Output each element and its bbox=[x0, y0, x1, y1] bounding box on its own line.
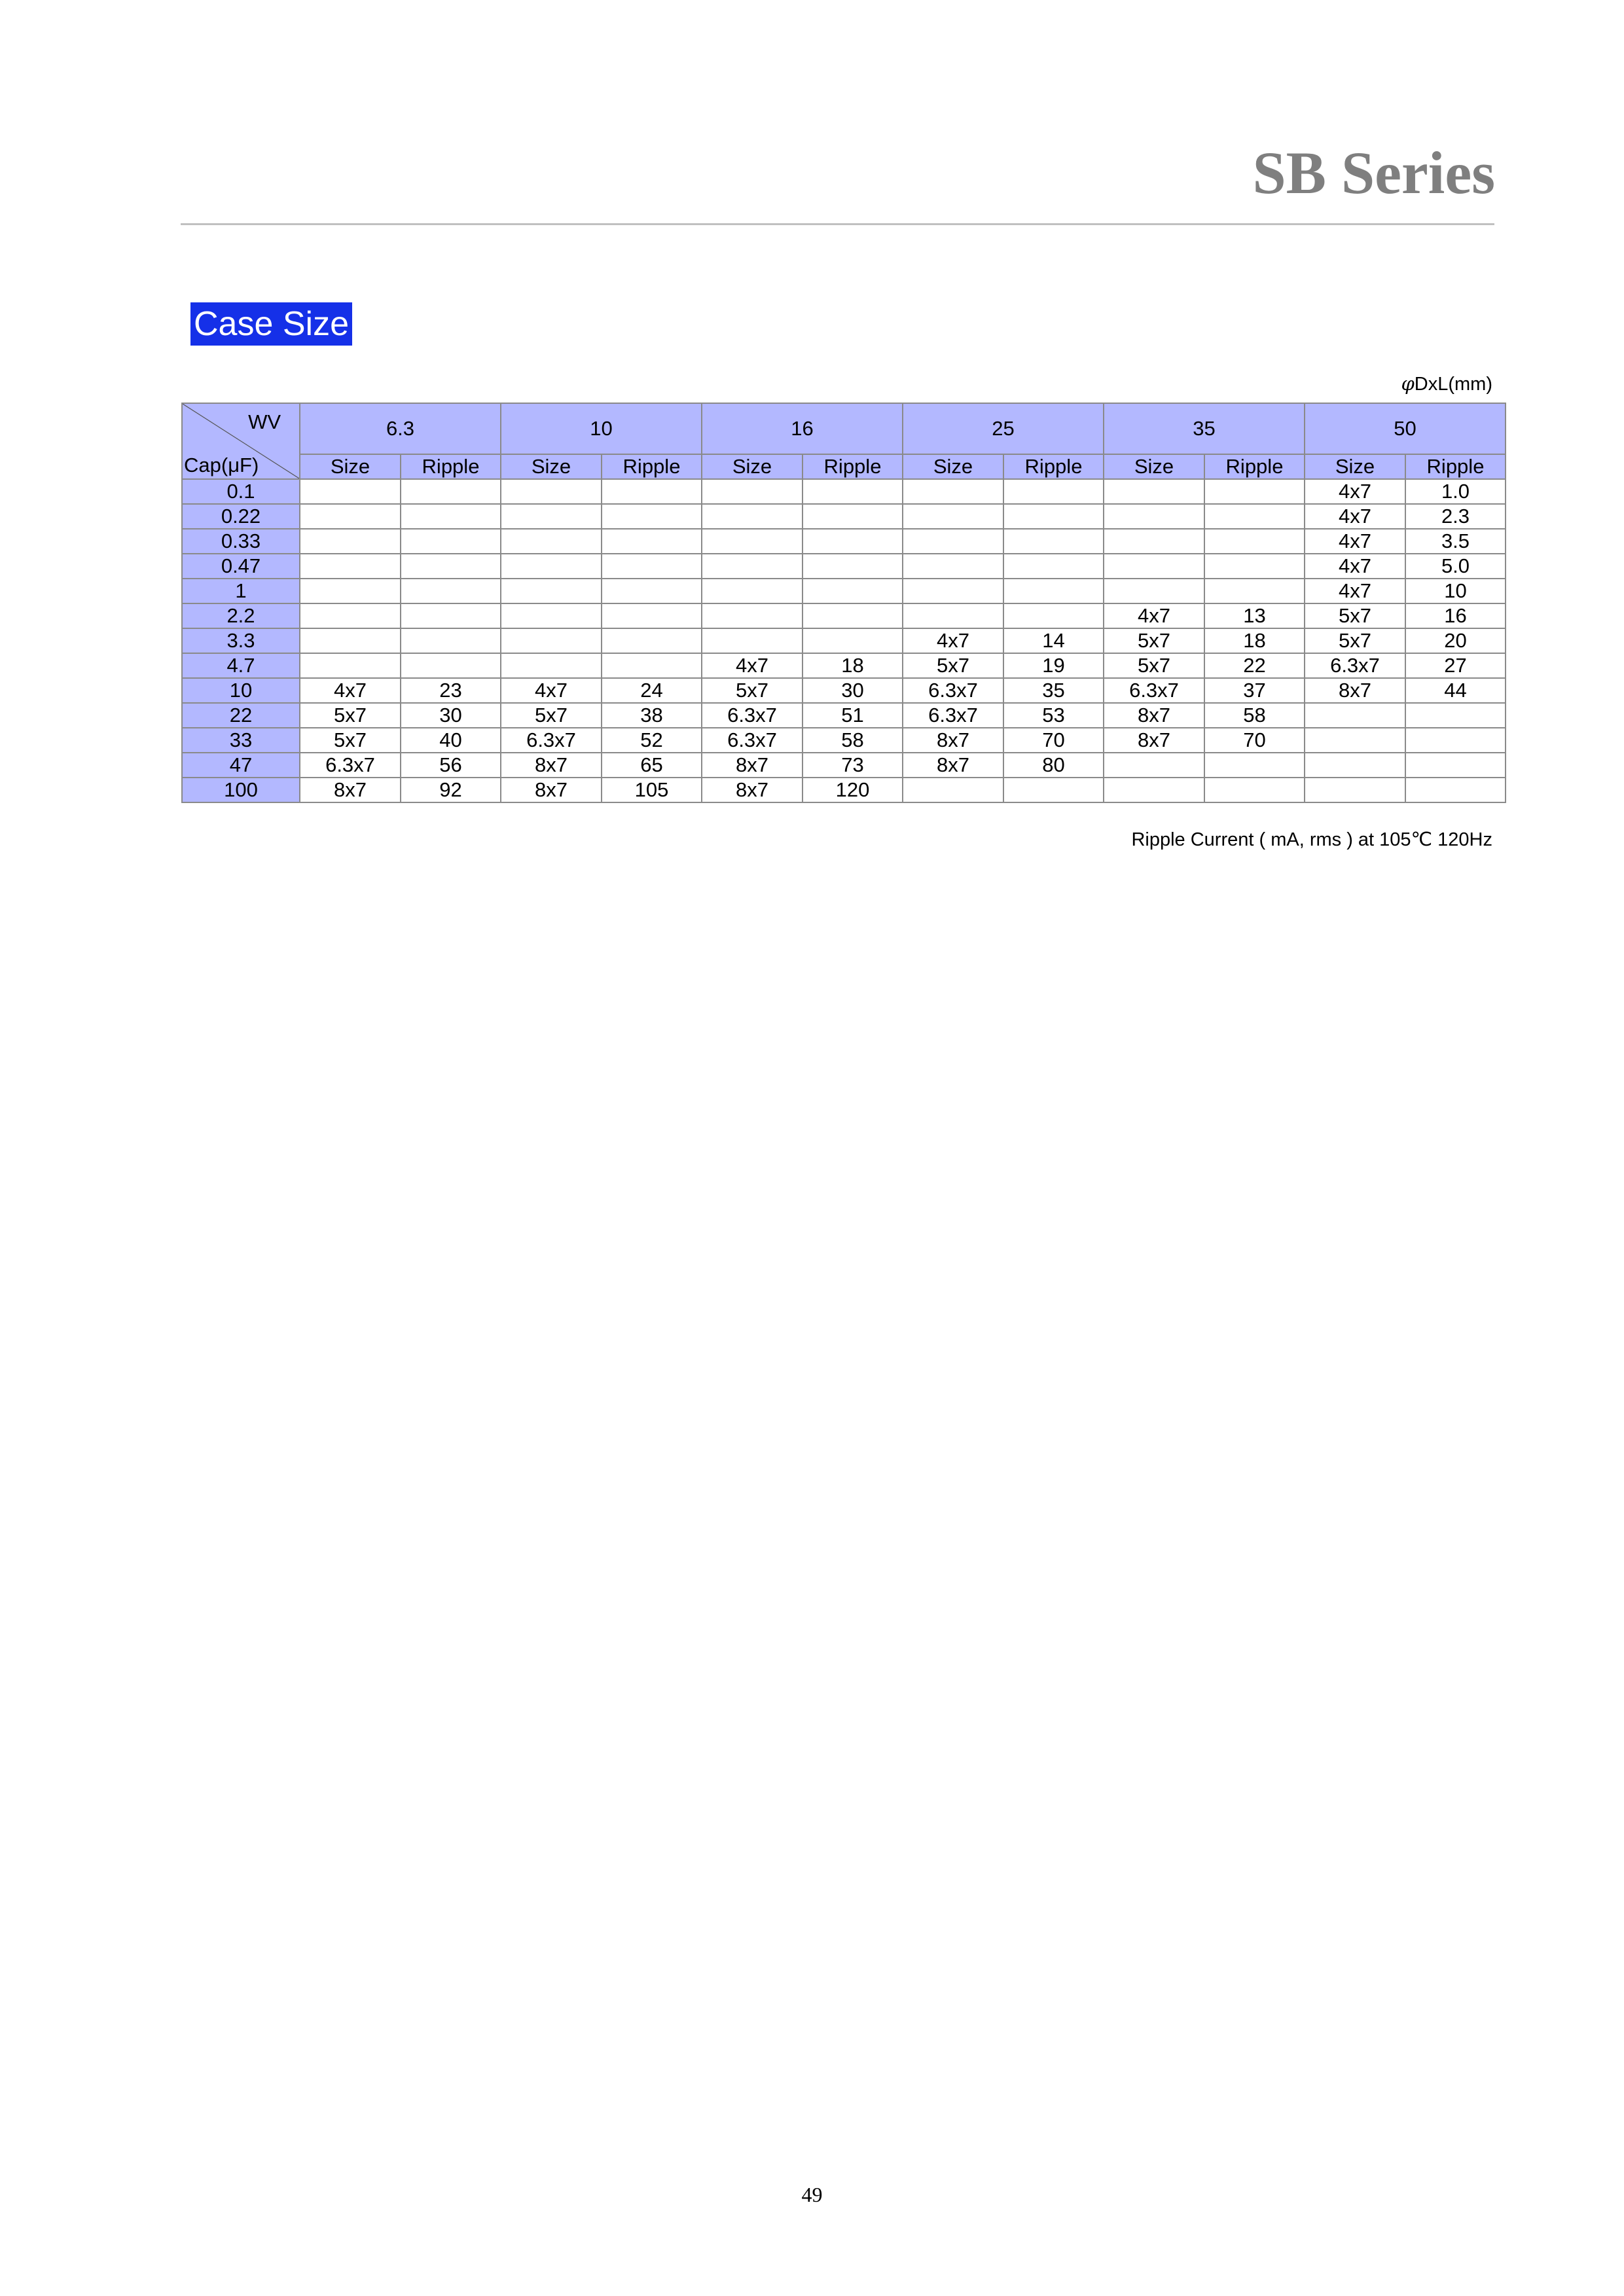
ripple-cell: 18 bbox=[803, 653, 903, 678]
ripple-cell: 35 bbox=[1003, 678, 1104, 703]
ripple-cell bbox=[602, 504, 702, 529]
size-cell: 4x7 bbox=[501, 678, 602, 703]
voltage-header: 35 bbox=[1104, 403, 1305, 454]
size-cell bbox=[1104, 504, 1204, 529]
size-cell: 6.3x7 bbox=[501, 728, 602, 753]
size-cell: 5x7 bbox=[702, 678, 803, 703]
ripple-cell bbox=[1003, 479, 1104, 504]
capacitance-cell: 22 bbox=[182, 703, 300, 728]
size-cell bbox=[1305, 728, 1405, 753]
size-cell: 4x7 bbox=[702, 653, 803, 678]
ripple-cell bbox=[401, 554, 501, 579]
ripple-cell: 2.3 bbox=[1405, 504, 1506, 529]
voltage-header: 6.3 bbox=[300, 403, 501, 454]
ripple-cell: 51 bbox=[803, 703, 903, 728]
voltage-header: 10 bbox=[501, 403, 702, 454]
table-row bbox=[182, 504, 1506, 529]
ripple-cell bbox=[401, 579, 501, 603]
size-cell: 5x7 bbox=[1104, 628, 1204, 653]
capacitance-cell: 0.47 bbox=[182, 554, 300, 579]
size-cell bbox=[702, 603, 803, 628]
ripple-cell: 24 bbox=[602, 678, 702, 703]
ripple-cell bbox=[803, 579, 903, 603]
ripple-cell: 53 bbox=[1003, 703, 1104, 728]
voltage-header: 50 bbox=[1305, 403, 1506, 454]
ripple-header: Ripple bbox=[401, 454, 501, 479]
ripple-cell: 52 bbox=[602, 728, 702, 753]
ripple-cell: 30 bbox=[401, 703, 501, 728]
case-size-table bbox=[181, 403, 1506, 803]
size-cell bbox=[702, 529, 803, 554]
ripple-header: Ripple bbox=[602, 454, 702, 479]
table-row bbox=[182, 554, 1506, 579]
capacitance-cell: 2.2 bbox=[182, 603, 300, 628]
ripple-cell bbox=[1003, 603, 1104, 628]
units-text: DxL(mm) bbox=[1414, 374, 1492, 395]
size-cell bbox=[300, 479, 401, 504]
ripple-cell bbox=[1204, 579, 1305, 603]
size-cell bbox=[300, 628, 401, 653]
ripple-cell: 38 bbox=[602, 703, 702, 728]
size-cell bbox=[903, 529, 1003, 554]
size-cell: 4x7 bbox=[1305, 579, 1405, 603]
ripple-cell bbox=[1204, 479, 1305, 504]
ripple-cell: 37 bbox=[1204, 678, 1305, 703]
size-cell bbox=[1104, 554, 1204, 579]
ripple-cell: 19 bbox=[1003, 653, 1104, 678]
size-cell: 4x7 bbox=[903, 628, 1003, 653]
ripple-cell bbox=[602, 653, 702, 678]
ripple-cell bbox=[1003, 778, 1104, 802]
table-row bbox=[182, 628, 1506, 653]
size-cell bbox=[1104, 778, 1204, 802]
size-cell bbox=[702, 479, 803, 504]
ripple-current-note: Ripple Current ( mA, rms ) at 105℃ 120Hz bbox=[1131, 829, 1492, 850]
ripple-cell bbox=[1003, 504, 1104, 529]
ripple-cell: 70 bbox=[1003, 728, 1104, 753]
size-cell: 5x7 bbox=[1104, 653, 1204, 678]
ripple-cell bbox=[803, 479, 903, 504]
size-cell bbox=[903, 579, 1003, 603]
ripple-cell bbox=[602, 529, 702, 554]
ripple-cell: 80 bbox=[1003, 753, 1104, 778]
size-cell: 8x7 bbox=[501, 778, 602, 802]
table-row bbox=[182, 653, 1506, 678]
ripple-cell: 40 bbox=[401, 728, 501, 753]
corner-header-cell bbox=[182, 403, 300, 479]
table-row bbox=[182, 703, 1506, 728]
size-cell bbox=[501, 628, 602, 653]
section-label: Case Size bbox=[190, 302, 352, 346]
size-cell bbox=[300, 653, 401, 678]
ripple-cell bbox=[1204, 504, 1305, 529]
size-cell bbox=[1104, 529, 1204, 554]
ripple-cell: 56 bbox=[401, 753, 501, 778]
ripple-header: Ripple bbox=[1003, 454, 1104, 479]
table-row bbox=[182, 529, 1506, 554]
ripple-header: Ripple bbox=[1405, 454, 1506, 479]
ripple-cell: 23 bbox=[401, 678, 501, 703]
capacitance-cell: 0.1 bbox=[182, 479, 300, 504]
corner-wv-label: WV bbox=[248, 410, 281, 433]
ripple-header: Ripple bbox=[1204, 454, 1305, 479]
size-header: Size bbox=[1305, 454, 1405, 479]
ripple-cell bbox=[1405, 703, 1506, 728]
ripple-cell bbox=[1405, 778, 1506, 802]
ripple-cell bbox=[1204, 529, 1305, 554]
size-header: Size bbox=[702, 454, 803, 479]
size-cell: 8x7 bbox=[501, 753, 602, 778]
size-cell: 8x7 bbox=[702, 753, 803, 778]
capacitance-cell: 0.33 bbox=[182, 529, 300, 554]
ripple-cell bbox=[1003, 529, 1104, 554]
size-cell bbox=[501, 554, 602, 579]
size-cell: 5x7 bbox=[300, 728, 401, 753]
size-cell bbox=[702, 554, 803, 579]
ripple-cell: 65 bbox=[602, 753, 702, 778]
size-cell bbox=[1305, 703, 1405, 728]
size-cell bbox=[702, 628, 803, 653]
units-note bbox=[1401, 372, 1492, 396]
capacitance-cell: 3.3 bbox=[182, 628, 300, 653]
size-cell: 8x7 bbox=[1104, 728, 1204, 753]
capacitance-cell: 100 bbox=[182, 778, 300, 802]
size-cell bbox=[1305, 753, 1405, 778]
size-cell bbox=[501, 504, 602, 529]
ripple-cell bbox=[1405, 753, 1506, 778]
size-cell: 6.3x7 bbox=[702, 703, 803, 728]
ripple-cell bbox=[401, 603, 501, 628]
corner-cap-label: Cap(μF) bbox=[184, 454, 259, 476]
ripple-cell bbox=[1204, 554, 1305, 579]
size-cell bbox=[501, 579, 602, 603]
ripple-cell bbox=[401, 479, 501, 504]
ripple-cell: 27 bbox=[1405, 653, 1506, 678]
ripple-cell: 14 bbox=[1003, 628, 1104, 653]
ripple-cell bbox=[1003, 554, 1104, 579]
table-row bbox=[182, 728, 1506, 753]
voltage-header-row bbox=[182, 403, 1506, 454]
ripple-cell: 44 bbox=[1405, 678, 1506, 703]
ripple-cell bbox=[401, 653, 501, 678]
size-cell: 5x7 bbox=[300, 703, 401, 728]
ripple-cell bbox=[602, 554, 702, 579]
size-header: Size bbox=[300, 454, 401, 479]
ripple-cell: 3.5 bbox=[1405, 529, 1506, 554]
size-cell: 5x7 bbox=[1305, 628, 1405, 653]
size-cell: 6.3x7 bbox=[903, 703, 1003, 728]
size-cell bbox=[1104, 753, 1204, 778]
size-cell bbox=[903, 504, 1003, 529]
ripple-header: Ripple bbox=[803, 454, 903, 479]
size-header: Size bbox=[1104, 454, 1204, 479]
ripple-cell: 13 bbox=[1204, 603, 1305, 628]
size-cell: 5x7 bbox=[501, 703, 602, 728]
ripple-cell bbox=[1204, 778, 1305, 802]
ripple-cell: 22 bbox=[1204, 653, 1305, 678]
size-cell bbox=[903, 554, 1003, 579]
size-cell bbox=[501, 529, 602, 554]
ripple-cell: 10 bbox=[1405, 579, 1506, 603]
size-cell bbox=[1104, 579, 1204, 603]
table-row bbox=[182, 479, 1506, 504]
size-cell bbox=[501, 479, 602, 504]
capacitance-cell: 0.22 bbox=[182, 504, 300, 529]
ripple-cell bbox=[1405, 728, 1506, 753]
size-cell bbox=[1104, 479, 1204, 504]
ripple-cell: 20 bbox=[1405, 628, 1506, 653]
size-cell: 4x7 bbox=[1305, 479, 1405, 504]
size-cell: 4x7 bbox=[300, 678, 401, 703]
size-cell: 6.3x7 bbox=[300, 753, 401, 778]
ripple-cell: 120 bbox=[803, 778, 903, 802]
ripple-cell bbox=[1003, 579, 1104, 603]
capacitance-cell: 10 bbox=[182, 678, 300, 703]
table-row bbox=[182, 603, 1506, 628]
ripple-cell bbox=[803, 603, 903, 628]
phi-symbol: φ bbox=[1401, 372, 1415, 395]
ripple-cell: 18 bbox=[1204, 628, 1305, 653]
size-cell: 4x7 bbox=[1305, 529, 1405, 554]
subheader-row bbox=[182, 454, 1506, 479]
size-cell: 8x7 bbox=[1104, 703, 1204, 728]
size-cell: 6.3x7 bbox=[1104, 678, 1204, 703]
ripple-cell: 16 bbox=[1405, 603, 1506, 628]
size-cell bbox=[300, 603, 401, 628]
ripple-cell bbox=[602, 628, 702, 653]
table-row bbox=[182, 778, 1506, 802]
ripple-cell bbox=[602, 479, 702, 504]
size-cell: 6.3x7 bbox=[903, 678, 1003, 703]
ripple-cell: 1.0 bbox=[1405, 479, 1506, 504]
ripple-cell bbox=[401, 504, 501, 529]
capacitance-cell: 33 bbox=[182, 728, 300, 753]
size-cell: 6.3x7 bbox=[702, 728, 803, 753]
size-header: Size bbox=[501, 454, 602, 479]
voltage-header: 16 bbox=[702, 403, 903, 454]
size-cell: 4x7 bbox=[1104, 603, 1204, 628]
size-cell bbox=[501, 603, 602, 628]
size-cell bbox=[702, 504, 803, 529]
ripple-cell bbox=[401, 529, 501, 554]
size-cell: 5x7 bbox=[903, 653, 1003, 678]
capacitance-cell: 47 bbox=[182, 753, 300, 778]
page-number: 49 bbox=[801, 2183, 823, 2206]
ripple-cell: 30 bbox=[803, 678, 903, 703]
size-cell bbox=[903, 778, 1003, 802]
size-cell: 8x7 bbox=[300, 778, 401, 802]
size-cell: 8x7 bbox=[903, 728, 1003, 753]
ripple-cell bbox=[602, 579, 702, 603]
size-header: Size bbox=[903, 454, 1003, 479]
size-cell: 4x7 bbox=[1305, 554, 1405, 579]
capacitance-cell: 4.7 bbox=[182, 653, 300, 678]
ripple-cell bbox=[1204, 753, 1305, 778]
ripple-cell bbox=[803, 529, 903, 554]
size-cell bbox=[1305, 778, 1405, 802]
size-cell: 8x7 bbox=[903, 753, 1003, 778]
ripple-cell: 70 bbox=[1204, 728, 1305, 753]
ripple-cell bbox=[803, 554, 903, 579]
ripple-cell bbox=[803, 628, 903, 653]
size-cell: 6.3x7 bbox=[1305, 653, 1405, 678]
ripple-cell bbox=[803, 504, 903, 529]
size-cell bbox=[903, 603, 1003, 628]
size-cell bbox=[300, 504, 401, 529]
ripple-cell: 73 bbox=[803, 753, 903, 778]
ripple-cell: 105 bbox=[602, 778, 702, 802]
series-title: SB Series bbox=[1252, 139, 1495, 206]
size-cell bbox=[300, 579, 401, 603]
size-cell: 4x7 bbox=[1305, 504, 1405, 529]
title-divider bbox=[181, 223, 1494, 225]
ripple-cell: 58 bbox=[1204, 703, 1305, 728]
table-row bbox=[182, 678, 1506, 703]
size-cell bbox=[300, 554, 401, 579]
ripple-cell: 5.0 bbox=[1405, 554, 1506, 579]
ripple-cell bbox=[401, 628, 501, 653]
ripple-cell: 92 bbox=[401, 778, 501, 802]
ripple-cell: 58 bbox=[803, 728, 903, 753]
voltage-header: 25 bbox=[903, 403, 1104, 454]
size-cell bbox=[300, 529, 401, 554]
table-row bbox=[182, 753, 1506, 778]
size-cell bbox=[702, 579, 803, 603]
size-cell: 8x7 bbox=[702, 778, 803, 802]
ripple-cell bbox=[602, 603, 702, 628]
size-cell bbox=[501, 653, 602, 678]
size-cell bbox=[903, 479, 1003, 504]
capacitance-cell: 1 bbox=[182, 579, 300, 603]
size-cell: 8x7 bbox=[1305, 678, 1405, 703]
table-row bbox=[182, 579, 1506, 603]
size-cell: 5x7 bbox=[1305, 603, 1405, 628]
